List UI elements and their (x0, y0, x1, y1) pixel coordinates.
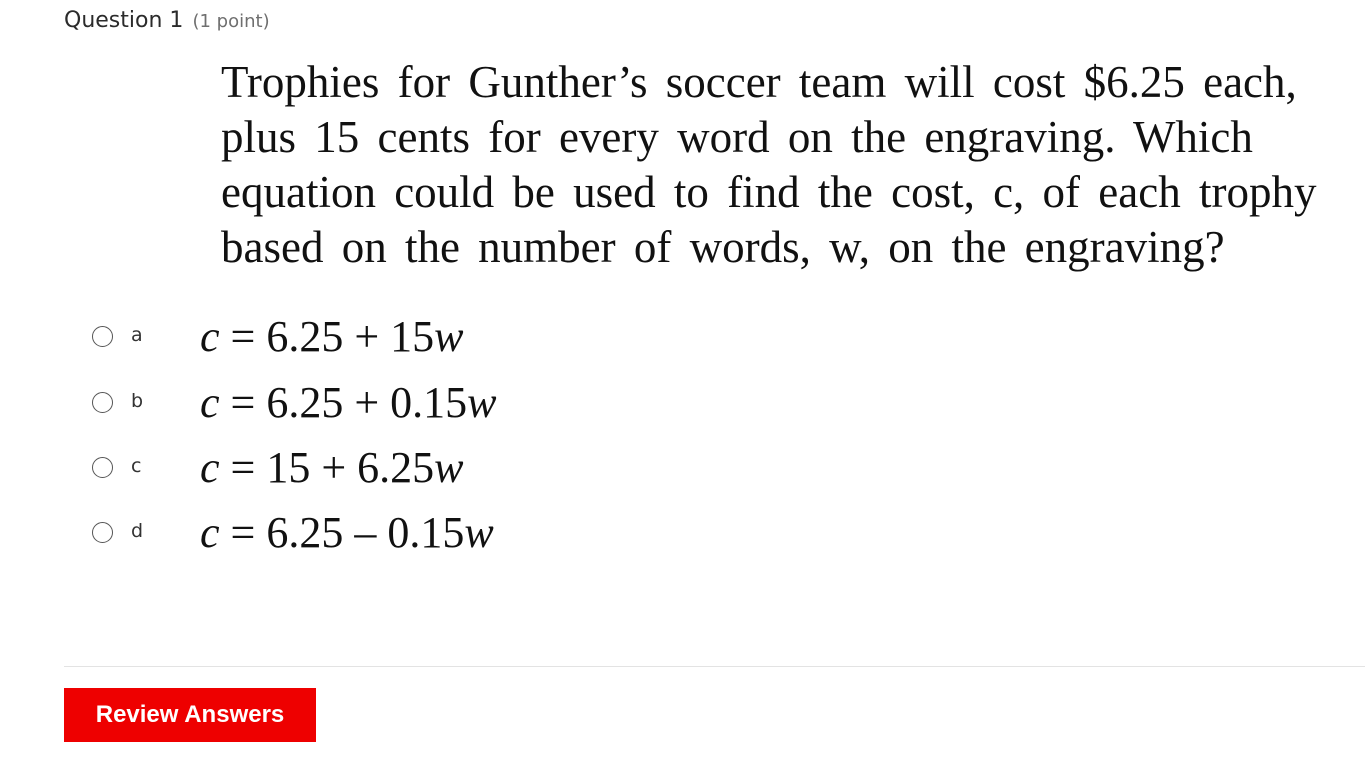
review-answers-button[interactable]: Review Answers (64, 688, 316, 742)
option-b[interactable] (91, 378, 691, 428)
question-points: (1 point) (192, 11, 270, 32)
option-d-letter: d (131, 520, 144, 542)
option-d-radio[interactable] (92, 522, 113, 543)
question-header (64, 6, 270, 36)
option-b-letter: b (131, 390, 144, 412)
option-a-letter: a (131, 324, 143, 346)
option-a[interactable] (91, 312, 691, 362)
option-a-radio[interactable] (92, 326, 113, 347)
stem-line: Trophies for Gunther’s soccer team will cost $6.25 each, (221, 57, 1297, 107)
option-d-equation: c = 6.25 – 0.15w (200, 508, 494, 557)
option-b-radio[interactable] (92, 392, 113, 413)
stem-line: plus 15 cents for every word on the engraving. Which (221, 112, 1253, 162)
option-d[interactable] (91, 508, 691, 558)
option-c[interactable] (91, 443, 691, 493)
section-divider (64, 666, 1365, 667)
option-b-equation: c = 6.25 + 0.15w (200, 378, 497, 427)
question-stem (221, 55, 1365, 275)
stem-line: based on the number of words, w, on the engraving? (221, 222, 1225, 272)
option-a-equation: c = 6.25 + 15w (200, 312, 464, 361)
question-title: Question 1 (64, 8, 184, 33)
option-c-radio[interactable] (92, 457, 113, 478)
stem-line: equation could be used to find the cost, c, of each trophy (221, 167, 1317, 217)
option-c-equation: c = 15 + 6.25w (200, 443, 464, 492)
option-c-letter: c (131, 455, 142, 477)
